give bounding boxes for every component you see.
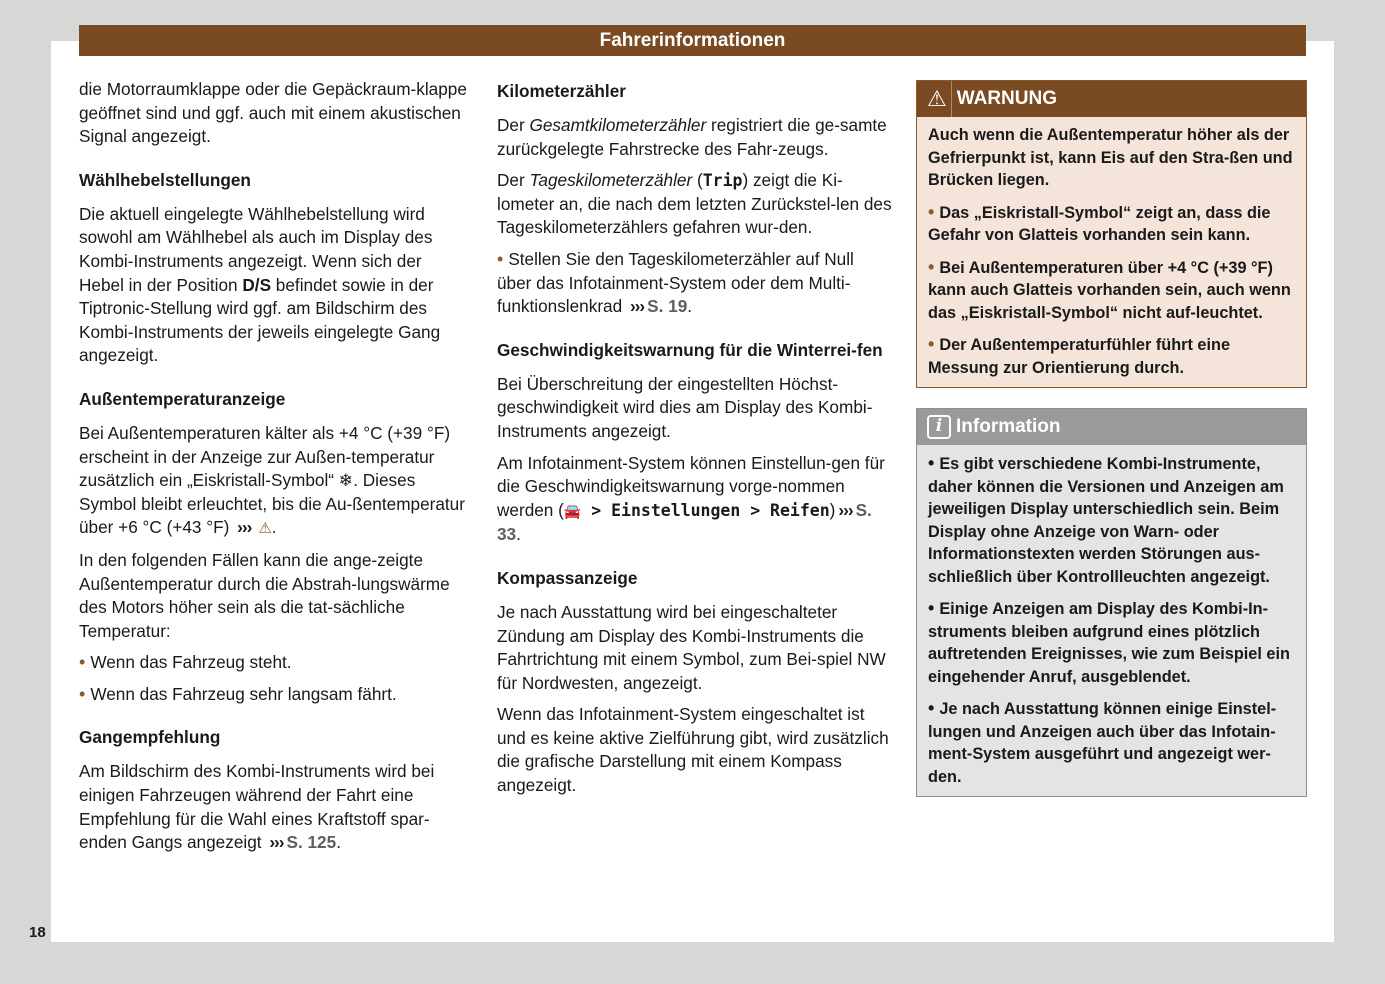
warning-triangle-link-icon[interactable]: ⚠ <box>258 520 272 538</box>
page-reference-link[interactable]: S. 33 <box>497 499 872 545</box>
list-item: • Es gibt verschiedene Kombi-Instrumente, daher können die Versionen und Anzeigen am jeweiligen Display unterschiedlich sein. Beim Display ohne Anzeige von Warn- oder Informationstexten werden Störungen aus-schließlich über Kontrollleuchten angezeigt. <box>928 452 1295 588</box>
page-reference-link[interactable]: S. 125 <box>286 832 337 853</box>
km-paragraph-1: Der Gesamtkilometerzähler registriert die ge-samte zurückgelegte Fahrstrecke des Fahr-zeugs. <box>497 115 887 159</box>
aussentemp-paragraph-2: In den folgenden Fällen kann die ange-zeigte Außentemperatur durch die Abstrah-lungswärme des Motors höher sein als die tat-sächliche Temperatur: <box>79 549 450 641</box>
warning-box <box>916 80 1307 388</box>
information-box-title: Information <box>956 416 1061 438</box>
intro-paragraph: die Motorraumklappe oder die Gepäckraum-klappe geöffnet sind und ggf. auch mit einem akustischen Signal angezeigt. <box>79 79 467 147</box>
gear-position-ds: D/S <box>242 274 272 295</box>
list-item: • Je nach Ausstattung können einige Einstel-lungen und Anzeigen auch über das Infotain-ment-System ausgeführt und angezeigt wer-den. <box>928 697 1295 788</box>
heading-aussentemperaturanzeige: Außentemperaturanzeige <box>79 388 286 409</box>
speed-paragraph-1: Bei Überschreitung der eingestellten Höchst-geschwindigkeit wird dies am Display des Kombi-Instruments angezeigt. <box>497 373 873 441</box>
cross-reference-arrows: ››› <box>237 517 252 538</box>
column-left <box>79 78 471 863</box>
warning-box-body <box>917 117 1306 387</box>
page-reference-link[interactable]: S. 19 <box>647 296 688 317</box>
heading-kompassanzeige: Kompassanzeige <box>497 567 638 588</box>
car-menu-icon: 🚘 <box>563 502 582 519</box>
column-middle <box>497 78 892 806</box>
list-item: • Einige Anzeigen am Display des Kombi-In-struments bleiben aufgrund eines plötzlich auftretenden Ereignisses, wie zum Beispiel ein eingehender Anruf, ausgeblendet. <box>928 597 1295 688</box>
cross-reference-arrows: ››› <box>269 832 284 853</box>
heading-gangempfehlung: Gangempfehlung <box>79 727 221 748</box>
trip-label: Trip <box>702 171 743 191</box>
warning-intro: Auch wenn die Außentemperatur höher als der Gefrierpunkt ist, kann Eis auf den Stra-ßen und Brücken liegen. <box>928 126 1293 189</box>
information-box <box>916 408 1307 797</box>
warning-box-header <box>917 81 1306 117</box>
list-item: • Wenn das Fahrzeug steht. <box>79 651 471 675</box>
cross-reference-arrows: ››› <box>838 499 853 520</box>
aussentemp-paragraph-1: Bei Außentemperaturen kälter als +4 °C (+39 °F) erscheint in der Anzeige zur Außen-temperatur zusätzlich ein „Eiskristall-Symbol“ ❄. Dieses Symbol bleibt erleuchtet, bis die Au-ßentemperatur über +6 °C (+43 °F) ››› ⚠. <box>79 422 465 538</box>
warning-box-title: WARNUNG <box>956 88 1058 110</box>
list-item: • Bei Außentemperaturen über +4 °C (+39 °F) kann auch Glatteis vorhanden sein, auch wenn das „Eiskristall-Symbol“ nicht auf-leuchtet. <box>928 256 1295 325</box>
heading-geschwindigkeitswarnung: Geschwindigkeitswarnung für die Winterrei-fen <box>497 339 883 360</box>
column-right <box>916 80 1307 817</box>
page-number: 18 <box>29 924 46 941</box>
menu-path: > Einstellungen > Reifen <box>581 500 830 520</box>
waehlhebel-paragraph: Die aktuell eingelegte Wählhebelstellung wird sowohl am Wählhebel als auch im Display des Kombi-Instruments angezeigt. Wenn sich der Hebel in der Position D/S befindet sowie in der Tiptronic-Stellung wird ggf. am Bildschirm des Kombi-Instruments der jeweils eingelegte Gang angezeigt. <box>79 203 441 366</box>
cross-reference-arrows: ››› <box>629 296 645 317</box>
speed-paragraph-2: Am Infotainment-System können Einstellun-gen für die Geschwindigkeitswarnung vorge-nommen werden (🚘 > Einstellungen > Reifen) ››› S. 33. <box>497 452 885 545</box>
list-item: • Das „Eiskristall-Symbol“ zeigt an, dass die Gefahr von Glatteis vorhanden sein kann. <box>928 201 1295 247</box>
information-box-body <box>917 445 1306 796</box>
info-icon: i <box>927 415 951 439</box>
section-header: Fahrerinformationen <box>79 25 1306 56</box>
gang-paragraph: Am Bildschirm des Kombi-Instruments wird bei einigen Fahrzeugen während der Fahrt eine Empfehlung für die Wahl eines Kraftstoff spar-enden Gangs angezeigt ››› S. 125. <box>79 761 435 853</box>
list-item: • Der Außentemperaturfühler führt eine Messung zur Orientierung durch. <box>928 333 1295 379</box>
compass-paragraph-1: Je nach Ausstattung wird bei eingeschalteter Zündung am Display des Kombi-Instruments die Fahrtrichtung mit einem Symbol, zum Bei-spiel NW für Nordwesten, angezeigt. <box>497 601 886 693</box>
information-box-header <box>917 409 1306 445</box>
snowflake-icon: ❄ <box>338 470 354 491</box>
warning-triangle-icon: ⚠ <box>927 81 952 117</box>
list-item: • Stellen Sie den Tageskilometerzähler auf Null über das Infotainment-System oder dem Multi-funktionslenkrad ››› S. 19. <box>497 248 892 319</box>
list-item: • Wenn das Fahrzeug sehr langsam fährt. <box>79 683 471 707</box>
heading-kilometerzaehler: Kilometerzähler <box>497 81 626 101</box>
heading-waehlhebelstellungen: Wählhebelstellungen <box>79 169 251 190</box>
compass-paragraph-2: Wenn das Infotainment-System eingeschaltet ist und es keine aktive Zielführung gibt, wird zusätzlich die grafische Darstellung mit einem Kompass angezeigt. <box>497 704 889 796</box>
km-paragraph-2: Der Tageskilometerzähler (Trip) zeigt die Ki-lometer an, die nach dem letzten Zurückstel-len des Tageskilometerzählers gefahren wur-den. <box>497 170 892 238</box>
